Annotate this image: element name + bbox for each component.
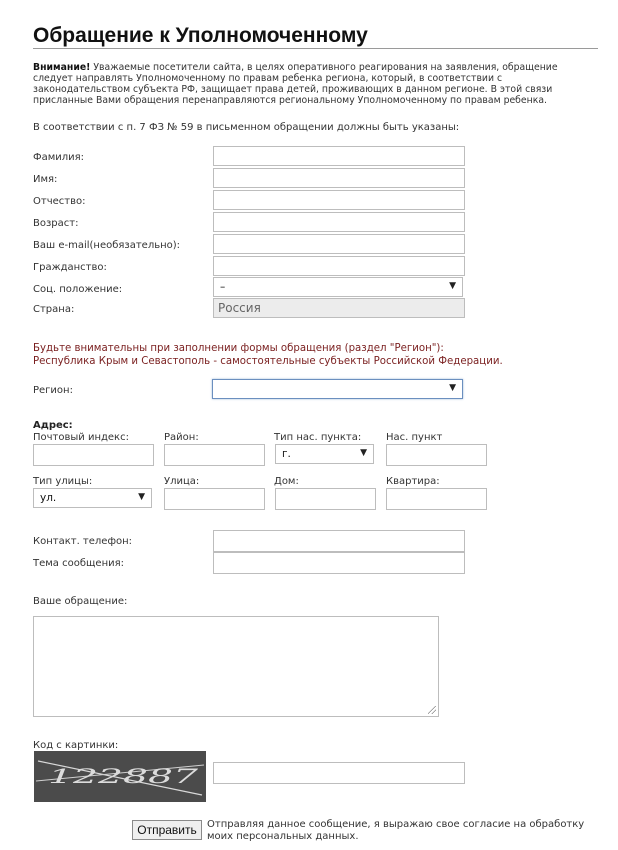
email-input[interactable]: [213, 234, 465, 254]
region-warning-line2: Республика Крым и Севастополь - самостоятельные субъекты Российской Федерации.: [33, 356, 503, 367]
postal-index-label: Почтовый индекс:: [33, 432, 129, 443]
title-divider: [33, 48, 598, 49]
street-label: Улица:: [164, 476, 200, 487]
notice-strong: Внимание!: [33, 62, 91, 73]
surname-input[interactable]: [213, 146, 465, 166]
notice-text: Уважаемые посетители сайта, в целях оперативного реагирования на заявления, обращение следует направлять Уполномоченному по правам ребенка региона, который, в соответствии с законодательством субъекта РФ, защищает права детей, проживающих в данном регионе. В этой связи присланные Вами обращения перенаправляются региональному Уполномоченному по правам ребенка.: [33, 62, 558, 106]
street-type-value: ул.: [40, 492, 57, 504]
apartment-label: Квартира:: [386, 476, 440, 487]
social-status-select[interactable]: [213, 277, 463, 297]
street-type-label: Тип улицы:: [33, 476, 93, 487]
name-input[interactable]: [213, 168, 465, 188]
message-label: Ваше обращение:: [33, 596, 128, 607]
country-label: Страна:: [33, 304, 75, 315]
country-input: Россия: [213, 298, 465, 318]
locality-type-label: Тип нас. пункта:: [274, 432, 362, 443]
postal-index-input[interactable]: [33, 444, 154, 466]
consent-text: Отправляя данное сообщение, я выражаю свое согласие на обработку моих персональных данных.: [207, 819, 585, 842]
house-input[interactable]: [275, 488, 376, 510]
phone-label: Контакт. телефон:: [33, 536, 133, 547]
surname-label: Фамилия:: [33, 152, 85, 163]
region-warning: [33, 342, 573, 368]
locality-type-value: г.: [282, 448, 291, 460]
submit-button[interactable]: Отправить: [132, 820, 202, 840]
captcha-label: Код с картинки:: [33, 740, 119, 751]
captcha-image: [34, 751, 206, 802]
dropdown-arrow-icon: ▼: [449, 281, 456, 291]
apartment-input[interactable]: [386, 488, 487, 510]
citizenship-label: Гражданство:: [33, 262, 107, 273]
district-input[interactable]: [164, 444, 265, 466]
attention-notice: [33, 62, 573, 106]
locality-type-select[interactable]: [275, 444, 374, 464]
intro-text: В соответствии с п. 7 ФЗ № 59 в письменном обращении должны быть указаны:: [33, 122, 460, 133]
house-label: Дом:: [274, 476, 299, 487]
age-input[interactable]: [213, 212, 465, 232]
captcha-code: 122887: [48, 764, 199, 788]
street-type-select[interactable]: [33, 488, 152, 508]
captcha-graphic: [34, 751, 206, 802]
age-label: Возраст:: [33, 218, 79, 229]
region-select[interactable]: [212, 379, 463, 399]
social-status-label: Соц. положение:: [33, 284, 123, 295]
patronymic-label: Отчество:: [33, 196, 86, 207]
address-heading: Адрес:: [33, 420, 73, 431]
region-warning-line1: Будьте внимательны при заполнении формы обращения (раздел "Регион"):: [33, 343, 444, 354]
captcha-input[interactable]: [213, 762, 465, 784]
locality-label: Нас. пункт: [386, 432, 443, 443]
patronymic-input[interactable]: [213, 190, 465, 210]
resize-handle-icon[interactable]: [428, 706, 436, 714]
name-label: Имя:: [33, 174, 58, 185]
subject-input[interactable]: [213, 552, 465, 574]
citizenship-input[interactable]: [213, 256, 465, 276]
dropdown-arrow-icon: ▼: [138, 492, 145, 502]
district-label: Район:: [164, 432, 199, 443]
page-title: Обращение к Уполномоченному: [33, 24, 368, 47]
locality-input[interactable]: [386, 444, 487, 466]
social-status-value: –: [220, 281, 226, 293]
email-label: Ваш e-mail(необязательно):: [33, 240, 181, 251]
dropdown-arrow-icon: ▼: [360, 448, 367, 458]
subject-label: Тема сообщения:: [33, 558, 125, 569]
region-label: Регион:: [33, 385, 73, 396]
phone-input[interactable]: [213, 530, 465, 552]
street-input[interactable]: [164, 488, 265, 510]
dropdown-arrow-icon: ▼: [449, 383, 456, 393]
message-textarea[interactable]: [33, 616, 439, 717]
